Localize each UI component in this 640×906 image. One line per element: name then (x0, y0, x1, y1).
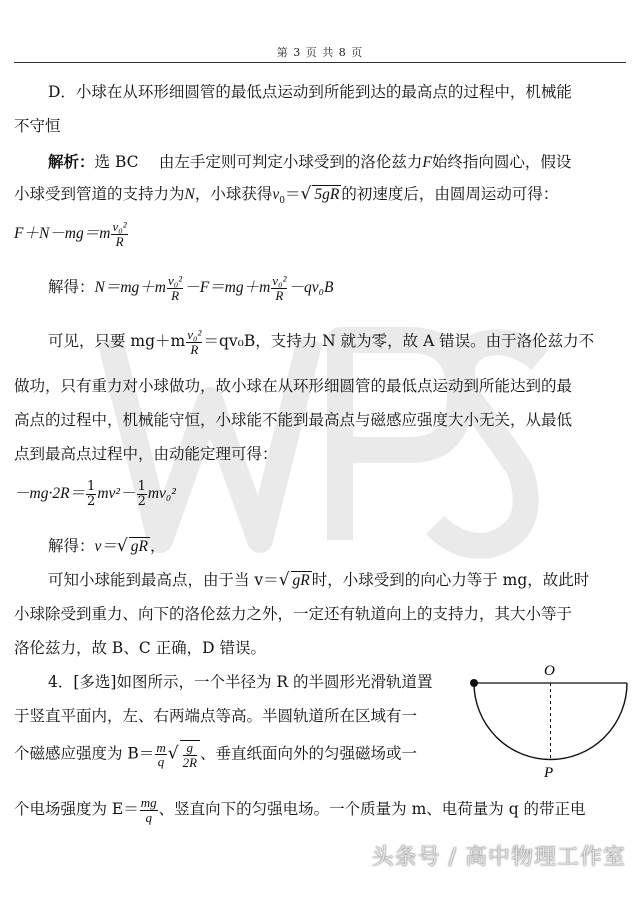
frac-num: g (183, 741, 197, 756)
equation-2 (48, 274, 333, 302)
frac-num: mg (140, 795, 157, 810)
ball-icon (470, 679, 478, 687)
analysis-text-5: 的初速度后，由圆周运动可得： (341, 185, 559, 203)
equation-3-a: －mg·2R＝ (14, 485, 86, 503)
analysis-line-4: 做功，只有重力对小球做功，故小球在从环形细圆管的最低点运动到所能达到的最 (14, 377, 573, 395)
sqrt-icon: √ (167, 743, 179, 764)
page-header: 第 3 页 共 8 页 (276, 46, 364, 59)
analysis-text-7: ＝qv₀B，支持力 N 就为零，故 A 错误。由于洛伦兹力不 (203, 332, 595, 351)
sqrt-icon: √ (278, 570, 290, 590)
analysis-text-1: 选 BC 由左手定则可判定小球受到的洛伦兹力 (94, 153, 423, 171)
equation-3-b: mv²－ (97, 485, 136, 503)
frac-num: 1 (87, 479, 96, 494)
fraction-m-over-q (155, 741, 166, 769)
equation-2-c: －qv₀B (288, 279, 334, 297)
sqrt-5gR: 5gR (314, 186, 340, 203)
equation-1 (14, 220, 129, 248)
fraction-v0sq-over-R-2 (167, 274, 183, 302)
option-d-line-2: 不守恒 (14, 117, 61, 135)
analysis-text-3: 小球受到管道的支持力为 (14, 185, 185, 203)
v0-symbol: v (272, 186, 280, 203)
fraction-v0sq-over-R-4 (186, 328, 202, 356)
fraction-g-over-2R (183, 741, 197, 769)
frac-den: 2R (182, 754, 198, 770)
frac-num: v₀² (272, 273, 287, 288)
frac-den: 2 (137, 493, 146, 509)
equation-4 (48, 534, 165, 556)
analysis-line-7 (48, 568, 589, 590)
frac-num: v₀² (112, 219, 127, 234)
question-4-text-4a: 个电场强度为 E＝ (14, 800, 139, 819)
frac-den: q (145, 809, 152, 825)
frac-den: 2 (87, 493, 96, 509)
analysis-text-8: 可知小球能到最高点，由于当 v＝ (48, 571, 279, 589)
analysis-line-8: 小球除受到重力、向下的洛伦兹力之外，一定还有轨道向上的支持力，其大小等于 (14, 605, 573, 623)
sqrt-gR: gR (130, 538, 148, 555)
equation-4-b: ， (149, 537, 166, 555)
option-d-line (48, 80, 572, 102)
question-4-line-4 (14, 796, 586, 824)
question-4-text-3a: 个磁感应强度为 B＝ (14, 744, 155, 763)
fraction-v0sq-over-R (111, 220, 127, 248)
footer-watermark: 头条号 / 高中物理工作室 (371, 845, 626, 870)
frac-num: m (156, 739, 166, 755)
fraction-mg-over-q (140, 796, 158, 824)
analysis-text-9: 时，小球受到的向心力等于 mg，故此时 (311, 571, 590, 589)
option-d-text: D．小球在从环形细圆管的最低点运动到所能到达的最高点的过程中，机械能 (48, 83, 572, 101)
frac-den: R (171, 287, 180, 303)
label-O: O (544, 663, 555, 679)
fraction-v0sq-over-R-3 (271, 274, 287, 302)
sqrt-icon: √ (116, 536, 128, 556)
label-P: P (544, 765, 554, 780)
equation-1-left: F＋N－mg＝m (14, 225, 111, 243)
analysis-line-3 (48, 328, 594, 356)
sqrt-g-over-2R (180, 740, 200, 769)
question-4-line-1: 4．[多选]如图所示，一个半径为 R 的半圆形光滑轨道置 (48, 673, 433, 691)
fraction-one-half-2 (137, 480, 147, 508)
frac-den: q (157, 754, 165, 770)
question-4-text-4b: 、竖直向下的匀强电场。一个质量为 m、电荷量为 q 的带正电 (158, 800, 586, 819)
frac-den: R (115, 233, 124, 249)
question-4-line-3 (14, 740, 417, 769)
solve-label-2: 解得： (48, 537, 95, 555)
frac-den: R (190, 341, 199, 357)
analysis-line-5: 高点的过程中，机械能守恒，小球能不能到最高点与磁感应强度大小无关，从最低 (14, 411, 573, 429)
frac-num: v₀² (168, 273, 183, 288)
question-4-text-3b: 、垂直纸面向外的匀强磁场或一 (200, 744, 418, 763)
frac-den: R (275, 287, 284, 303)
analysis-line-6: 点到最高点过程中，由动能定理可得： (14, 445, 278, 463)
equation-3-c: mv₀² (147, 485, 176, 503)
analysis-text-2: 始终指向圆心，假设 (431, 153, 572, 171)
frac-num: v₀² (187, 327, 202, 342)
fraction-one-half (86, 480, 96, 508)
analysis-line-1 (48, 150, 571, 172)
question-4-line-2: 于竖直平面内，左、右两端点等高。半圆轨道所在区域有一 (14, 707, 418, 725)
header-rule (14, 62, 626, 63)
analysis-text-4: ，小球获得 (194, 185, 273, 203)
equals-sign: ＝ (285, 185, 301, 203)
equation-3 (14, 480, 176, 508)
equation-4-a: v＝ (94, 538, 117, 555)
sqrt-icon: √ (300, 184, 312, 204)
semicircle-track-diagram (462, 655, 632, 780)
sqrt-gR-2: gR (292, 572, 310, 589)
analysis-label: 解析： (48, 152, 95, 171)
normal-force-symbol: N (184, 186, 195, 203)
analysis-line-9: 洛伦兹力，故 B、C 正确，D 错误。 (14, 639, 266, 657)
solve-label: 解得： (48, 278, 95, 297)
force-symbol: F (422, 154, 432, 171)
analysis-text-6: 可见，只要 mg＋m (48, 332, 186, 351)
frac-num: 1 (137, 479, 146, 494)
analysis-line-2 (14, 182, 558, 206)
equation-2-b: －F＝mg＋m (184, 279, 271, 297)
v0-subscript: 0 (279, 196, 285, 207)
equation-2-a: N＝mg＋m (94, 279, 166, 297)
